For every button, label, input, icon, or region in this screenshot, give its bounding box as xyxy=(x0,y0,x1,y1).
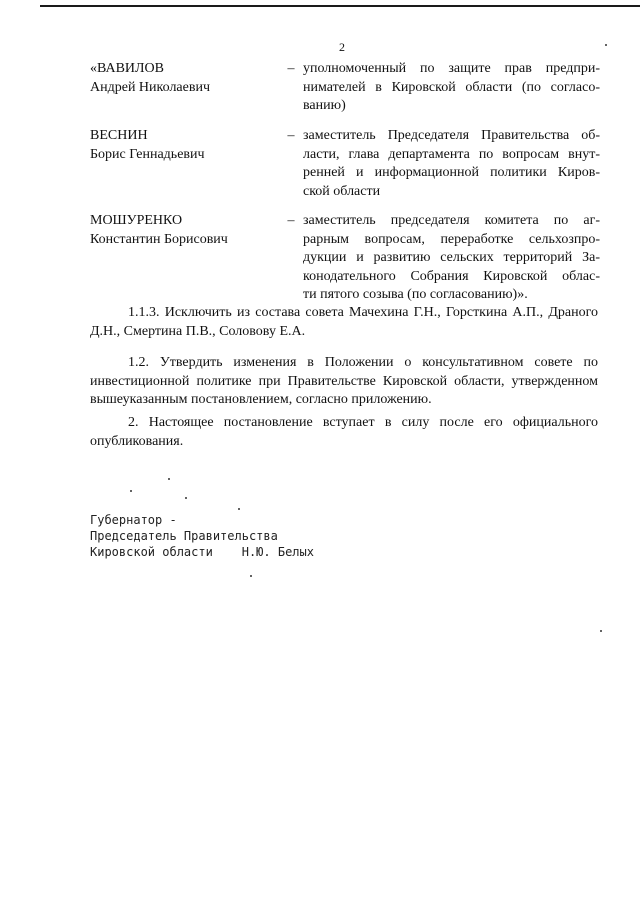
role-line: ской области xyxy=(303,183,381,199)
paragraph-1-2: 1.2. Утвердить изменения в Положении о консультативном совете по инвестиционной политике при Правительстве Кировской области, утвержденном вышеуказанным постановлением, согласно приложению. xyxy=(90,355,598,407)
role-line: ти пятого созыва (по согласованию)». xyxy=(303,287,528,302)
scan-speck xyxy=(168,478,170,480)
role-line: ласти, глава департамента по вопросам внут- xyxy=(303,146,600,162)
member-surname: ВЕСНИН xyxy=(90,128,148,143)
top-rule xyxy=(40,5,640,7)
scan-speck xyxy=(185,497,187,499)
role-line: ренней и информационной политики Киров- xyxy=(303,165,600,180)
role-line: конодательного Собрания Кировской облас- xyxy=(303,268,600,284)
scan-speck xyxy=(250,575,252,577)
member-name xyxy=(90,60,280,97)
role-line: заместитель председателя комитета по аг- xyxy=(303,213,600,228)
signature-title-line-1: Губернатор - xyxy=(90,513,177,527)
member-given-names: Борис Геннадьевич xyxy=(90,146,205,162)
signature-title-line-2: Председатель Правительства xyxy=(90,529,278,543)
page-number: 2 xyxy=(339,40,345,54)
member-dash: – xyxy=(287,213,295,228)
paragraph-2: 2. Настоящее постановление вступает в силу после его официального опубликования. xyxy=(90,415,598,449)
member-name xyxy=(90,212,280,249)
scan-speck xyxy=(600,630,602,632)
role-line: нимателей в Кировской области (по согласо- xyxy=(303,79,600,95)
role-line: рарным вопросам, переработке сельхозпро- xyxy=(303,231,600,247)
role-line: уполномоченный по защите прав предпри- xyxy=(303,61,600,76)
paragraph-1-1-3: 1.1.3. Исключить из состава совета Мачехина Г.Н., Горсткина А.П., Драного Д.Н., Смертина П.В., Соловову Е.А. xyxy=(90,305,598,339)
member-name xyxy=(90,127,280,164)
member-role xyxy=(303,60,600,116)
role-line: ванию) xyxy=(303,98,346,113)
member-given-names: Андрей Николаевич xyxy=(90,79,210,95)
role-line: заместитель Председателя Правительства об- xyxy=(303,128,600,143)
scan-speck xyxy=(605,44,607,46)
member-dash: – xyxy=(287,61,295,76)
member-role xyxy=(303,212,600,305)
signature-name: Н.Ю. Белых xyxy=(241,545,314,559)
member-dash: – xyxy=(287,128,295,143)
role-line: дукции и развитию сельских территорий За- xyxy=(303,250,600,265)
scan-speck xyxy=(130,490,132,492)
member-role xyxy=(303,127,600,201)
signature-title-line-3: Кировской области xyxy=(90,545,213,559)
member-surname: «ВАВИЛОВ xyxy=(90,61,164,76)
member-given-names: Константин Борисович xyxy=(90,231,228,247)
scan-speck xyxy=(238,508,240,510)
member-surname: МОШУРЕНКО xyxy=(90,213,183,228)
signature-block xyxy=(90,512,314,560)
